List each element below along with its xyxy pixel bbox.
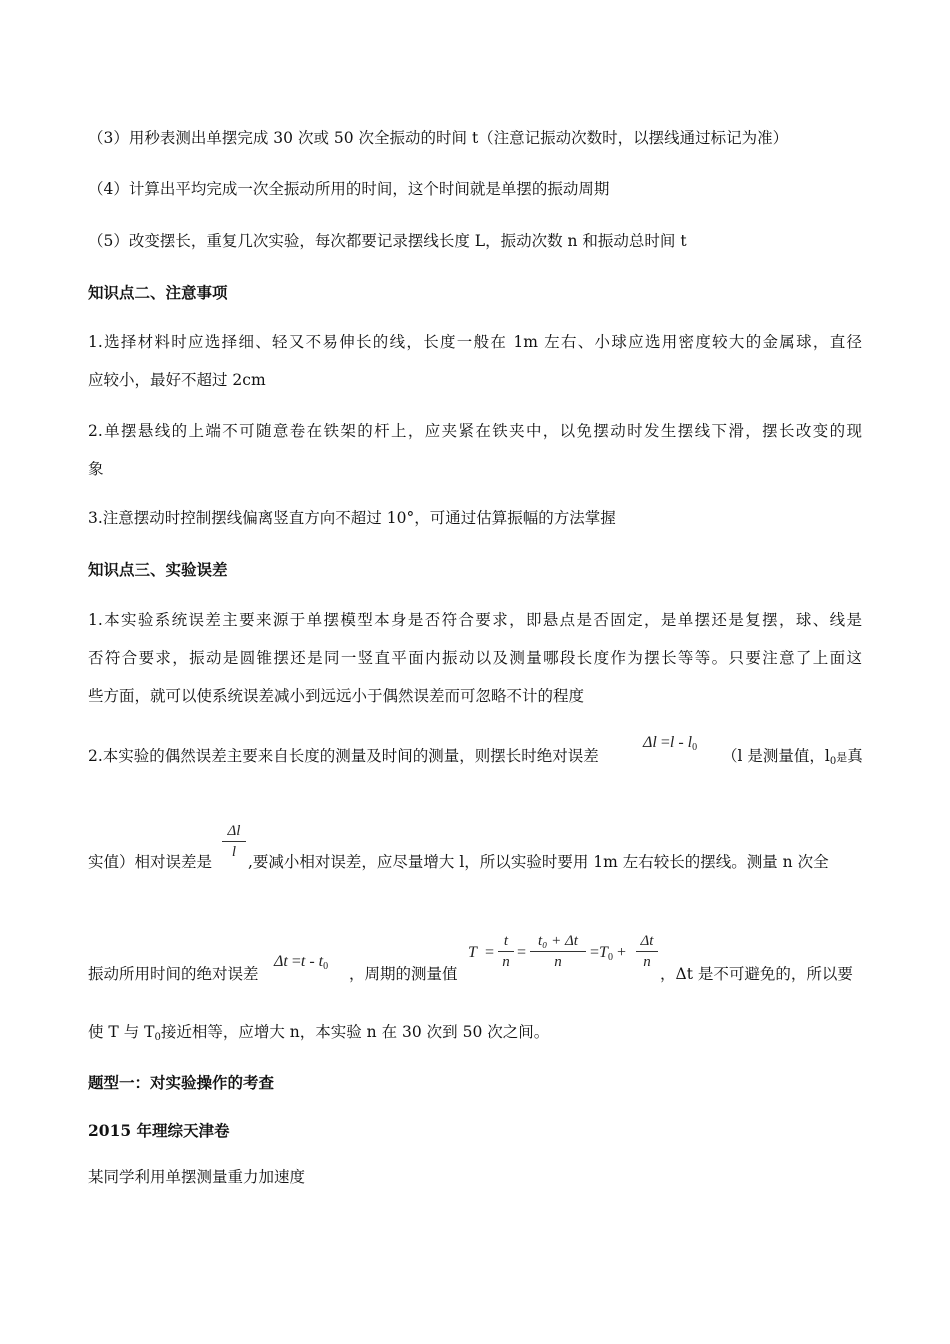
formula-eq-2: = (516, 944, 527, 961)
formula-frac-t-n: t n (498, 932, 514, 971)
formula-period-T: T (468, 944, 477, 961)
error-2-line-b-post: ,要减小相对误差，应尽量增大 l，所以实验时要用 1m 左右较长的摆线。测量 n 次全 (248, 853, 829, 871)
formula-frac-dt-n: Δt n (636, 932, 658, 971)
formula-frac-t0-plus-dt: t₀ + Δt n (530, 932, 586, 971)
note-1-line-b: 应较小，最好不超过 2cm (88, 371, 266, 389)
heading-knowledge-3: 知识点三、实验误差 (88, 560, 228, 579)
heading-question-type-1: 题型一：对实验操作的考查 (88, 1073, 275, 1092)
step-3-text: （3）用秒表测出单摆完成 30 次或 50 次全振动的时间 t（注意记振动次数时，以摆线通过标记为准） (88, 129, 789, 147)
error-2-line-a-post: （l 是测量值，$l_0$是真 (722, 747, 863, 767)
heading-knowledge-2: 知识点二、注意事项 (88, 283, 228, 302)
exam-source: 2015 年理综天津卷 (88, 1121, 230, 1140)
question-text: 某同学利用单摆测量重力加速度 (88, 1168, 306, 1186)
error-2-line-c-mid: ，周期的测量值 (349, 965, 458, 983)
step-4-text: （4）计算出平均完成一次全振动所用的时间，这个时间就是单摆的振动周期 (88, 180, 610, 198)
note-2-line-a: 2.单摆悬线的上端不可随意卷在铁架的杆上，应夹紧在铁夹中，以免摆动时发生摆线下滑，摆长改变的现 (88, 422, 862, 440)
error-2-line-a-pre: 2.本实验的偶然误差主要来自长度的测量及时间的测量，则摆长时绝对误差 (88, 747, 599, 765)
note-2-line-b: 象 (88, 460, 104, 478)
error-1-line-a: 1.本实验系统误差主要来源于单摆模型本身是否符合要求，即悬点是否固定，是单摆还是复摆，球、线是 (88, 611, 862, 629)
error-1-line-c: 些方面，就可以使系统误差减小到远远小于偶然误差而可忽略不计的程度 (88, 687, 585, 705)
note-3-text: 3.注意摆动时控制摆线偏离竖直方向不超过 10°，可通过估算振幅的方法掌握 (88, 509, 616, 527)
error-1-line-b: 否符合要求，振动是圆锥摆还是同一竖直平面内振动以及测量哪段长度作为摆长等等。只要注意了上面这 (88, 649, 862, 667)
error-2-line-c-pre: 振动所用时间的绝对误差 (88, 965, 259, 983)
formula-eq-T0: $=T_0$ + (590, 944, 626, 963)
formula-relative-error: Δl l (222, 822, 246, 861)
formula-abs-error-time: $\Delta t =t - t_0$ (274, 953, 329, 972)
error-2-line-d: 使 T 与 $T_0$接近相等，应增大 n，本实验 n 在 30 次到 50 次之间。 (88, 1023, 550, 1043)
formula-abs-error-length: $\Delta l =l - l_0$ (643, 734, 698, 753)
error-2-line-b-pre: 实值）相对误差是 (88, 853, 213, 871)
note-1-line-a: 1.选择材料时应选择细、轻又不易伸长的线，长度一般在 1m 左右、小球应选用密度较大的金属球，直径 (88, 333, 862, 351)
error-2-line-c-post: ，Δt 是不可避免的，所以要 (660, 965, 853, 983)
formula-eq-1: = (484, 944, 495, 961)
step-5-text: （5）改变摆长，重复几次实验，每次都要记录摆线长度 L，振动次数 n 和振动总时间 t (88, 232, 687, 250)
